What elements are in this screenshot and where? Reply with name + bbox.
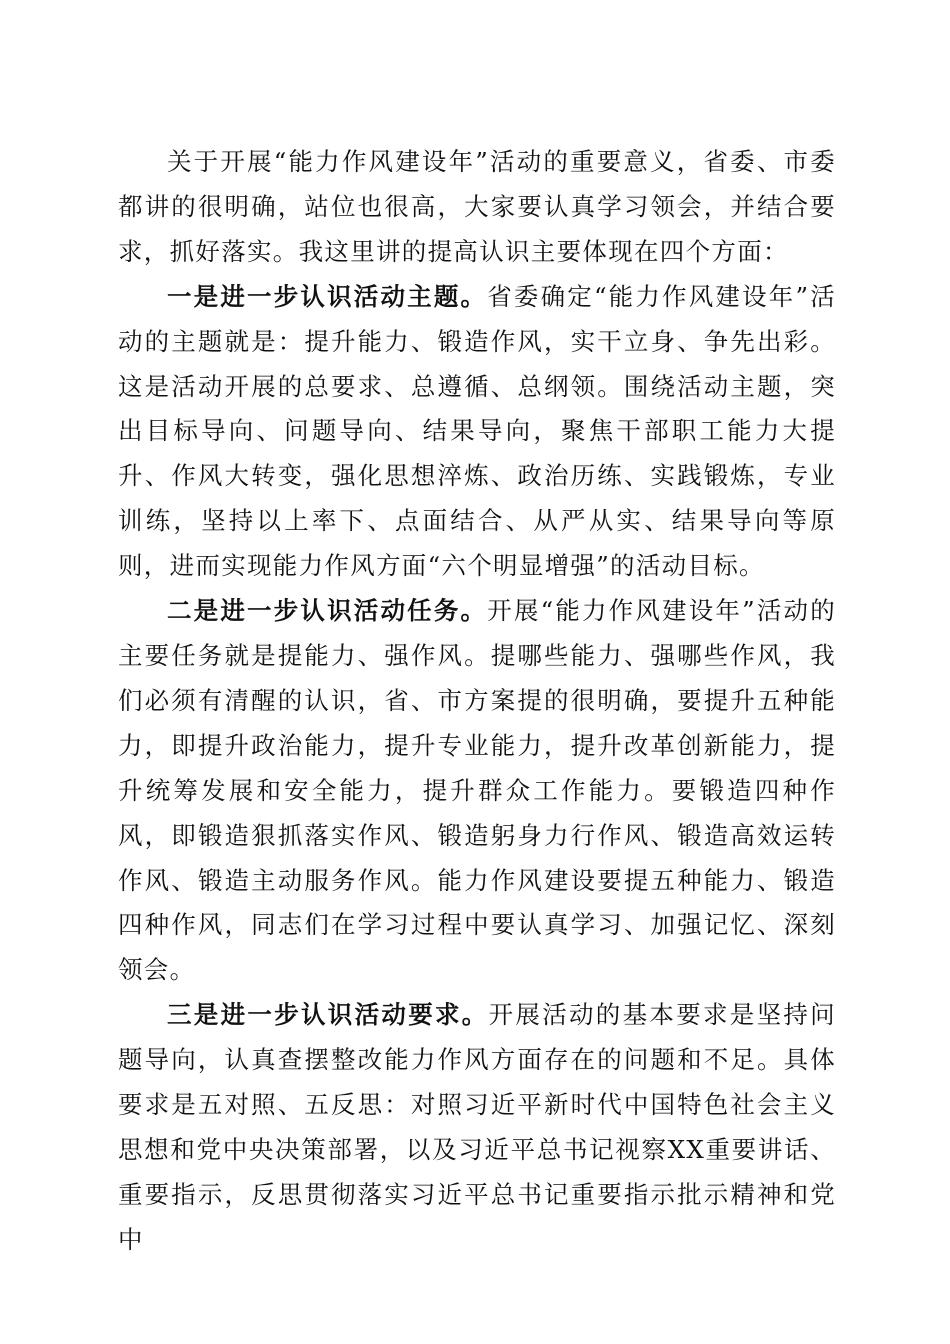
paragraph-body: 关于开展“能力作风建设年”活动的重要意义，省委、市委都讲的很明确，站位也很高，大家要认真学习领会，并结合要求，抓好落实。我这里讲的提高认识主要体现在四个方面： [118,147,836,266]
paragraph-lead: 一是进一步认识活动主题。 [167,281,488,311]
paragraph-theme [118,275,836,589]
paragraph-tasks [118,589,836,993]
paragraph-body: 开展活动的基本要求是坚持问题导向，认真查摆整改能力作风方面存在的问题和不足。具体要求是五对照、五反思：对照习近平新时代中国特色社会主义思想和党中央决策部署，以及习近平总书记视察XX重要讲话、重要指示，反思贯彻落实习近平总书记重要指示批示精神和党中 [118,1000,836,1254]
paragraph-requirements [118,993,836,1262]
paragraph-body: 省委确定“能力作风建设年”活动的主题就是：提升能力、锻造作风，实干立身、争先出彩。这是活动开展的总要求、总遵循、总纲领。围绕活动主题，突出目标导向、问题导向、结果导向，聚焦干部职工能力大提升、作风大转变，强化思想淬炼、政治历练、实践锻炼，专业训练，坚持以上率下、点面结合、从严从实、结果导向等原则，进而实现能力作风方面“六个明显增强”的活动目标。 [118,281,836,581]
paragraph-lead: 三是进一步认识活动要求。 [167,1000,489,1030]
paragraph-lead: 二是进一步认识活动任务。 [167,596,488,626]
document-page [118,140,836,1263]
paragraph-intro [118,140,836,275]
paragraph-body: 开展“能力作风建设年”活动的主要任务就是提能力、强作风。提哪些能力、强哪些作风，我们必须有清醒的认识，省、市方案提的很明确，要提升五种能力，即提升政治能力，提升专业能力，提升改革创新能力，提升统筹发展和安全能力，提升群众工作能力。要锻造四种作风，即锻造狠抓落实作风、锻造躬身力行作风、锻造高效运转作风、锻造主动服务作风。能力作风建设要提五种能力、锻造四种作风，同志们在学习过程中要认真学习、加强记忆、深刻领会。 [118,596,836,985]
